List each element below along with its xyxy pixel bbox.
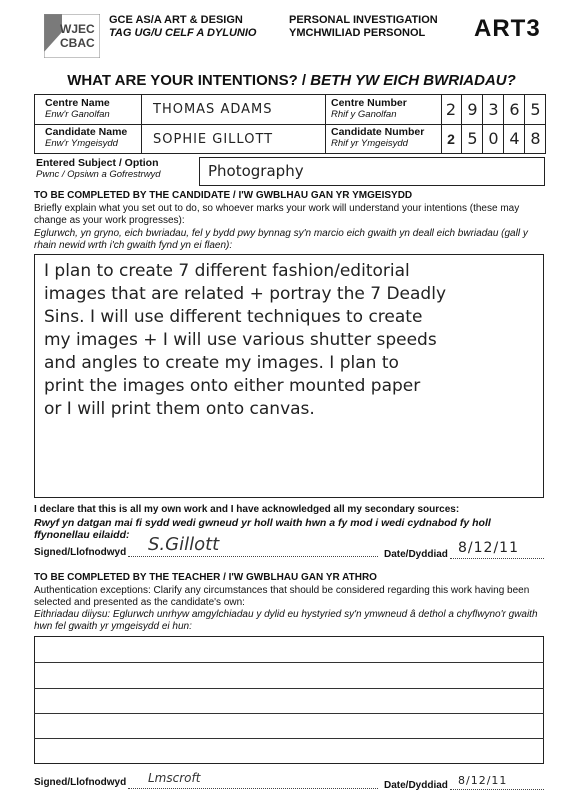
intentions-handwriting	[44, 260, 544, 421]
candidate-date-line[interactable]	[450, 558, 544, 559]
section-heading	[289, 14, 438, 40]
wjec-cbac-logo	[44, 14, 100, 58]
candidate-instruction-welsh: Eglurwch, yn gryno, eich bwriadau, fel y bydd pwy bynnag sy'n marcio eich gwaith yn deall eich bwriadau (gall y rhain newid wrth i'ch gwaith fynd yn ei flaen):	[34, 228, 528, 251]
page-title	[0, 72, 583, 89]
candidate-date-label: Date/Dyddiad	[384, 549, 448, 560]
subject-label: Entered Subject / Option Pwnc / Opsiwn a Gofrestrwyd	[36, 157, 161, 180]
candidate-name-label: Candidate Name Enw'r Ymgeisydd	[45, 126, 128, 149]
handwritten-line: print the images onto either mounted paper	[44, 376, 421, 396]
handwritten-line: images that are related + portray the 7 Deadly	[44, 284, 446, 304]
candidate-digit: 0	[482, 124, 504, 153]
candidate-digit: 8	[524, 124, 546, 153]
centre-name-label: Centre Name Enw'r Ganolfan	[45, 97, 110, 120]
candidate-digit: 4	[503, 124, 525, 153]
qualification-heading	[109, 14, 256, 40]
handwritten-line: I plan to create 7 different fashion/editorial	[44, 261, 410, 281]
candidate-signed-label: Signed/Llofnodwyd	[34, 547, 127, 558]
centre-number-field[interactable]	[441, 95, 545, 124]
handwritten-line: or I will print them onto canvas.	[44, 399, 315, 419]
centre-digit: 6	[503, 95, 525, 124]
teacher-signed-label: Signed/Llofnodwyd	[34, 777, 127, 788]
centre-digit: 2	[445, 100, 457, 119]
subject-value: Photography	[208, 162, 304, 180]
teacher-signature: Lmscroft	[148, 771, 201, 785]
section-title: PERSONAL INVESTIGATION	[289, 14, 438, 26]
teacher-date: 8/12/11	[458, 774, 508, 787]
qualification-title-welsh: TAG UG/U CELF A DYLUNIO	[109, 27, 257, 39]
centre-digit: 5	[524, 95, 546, 124]
section-title-welsh: YMCHWILIAD PERSONOL	[289, 27, 426, 39]
candidate-signature: S.Gillott	[148, 534, 220, 555]
centre-candidate-grid	[34, 94, 546, 154]
declaration-text: I declare that this is all my own work and I have acknowledged all my secondary sources:	[34, 504, 460, 515]
centre-number-label: Centre Number Rhif y Ganolfan	[331, 97, 407, 120]
teacher-date-line[interactable]	[450, 789, 544, 790]
candidate-digit: 2	[447, 130, 455, 147]
title-english: WHAT ARE YOUR INTENTIONS? /	[67, 72, 307, 89]
candidate-name-value[interactable]: SOPHIE GILLOTT	[153, 132, 274, 147]
teacher-comments-box[interactable]	[34, 636, 544, 764]
candidate-instruction: Briefly explain what you set out to do, so whoever marks your work will understand your intentions (these may change as your work progresses):	[34, 203, 520, 226]
subject-field[interactable]	[199, 157, 545, 186]
teacher-date-label: Date/Dyddiad	[384, 780, 448, 791]
title-welsh: BETH YW EICH BWRIADAU?	[306, 72, 516, 89]
teacher-instruction: Authentication exceptions: Clarify any circumstances that should be considered regarding this work having been selected and presented as the candidate's own:	[34, 585, 530, 608]
handwritten-line: and angles to create my images. I plan to	[44, 353, 399, 373]
teacher-line	[34, 662, 544, 663]
centre-digit: 3	[482, 95, 504, 124]
logo-wjec-text: WJEC	[60, 22, 95, 36]
handwritten-line: my images + I will use various shutter speeds	[44, 330, 437, 350]
candidate-section-heading: TO BE COMPLETED BY THE CANDIDATE / I'W GWBLHAU GAN YR YMGEISYDD	[34, 190, 413, 201]
unit-code: ART3	[474, 15, 541, 42]
teacher-section-heading: TO BE COMPLETED BY THE TEACHER / I'W GWBLHAU GAN YR ATHRO	[34, 572, 377, 583]
centre-name-value[interactable]: THOMAS ADAMS	[153, 102, 273, 117]
candidate-number-field[interactable]	[441, 124, 545, 153]
candidate-date: 8/12/11	[458, 540, 519, 556]
teacher-line	[34, 713, 544, 714]
qualification-title: GCE AS/A ART & DESIGN	[109, 14, 243, 26]
teacher-line	[34, 688, 544, 689]
teacher-line	[34, 738, 544, 739]
declaration-text-welsh: Rwyf yn datgan mai fi sydd wedi gwneud yr holl waith hwn a fy mod i wedi cydnabod fy holl ffynonellau eilaidd:	[34, 517, 491, 541]
candidate-signature-line[interactable]	[128, 556, 378, 557]
centre-digit: 9	[461, 95, 483, 124]
candidate-digit: 5	[461, 124, 483, 153]
handwritten-line: Sins. I will use different techniques to create	[44, 307, 423, 327]
logo-cbac-text: CBAC	[60, 36, 95, 50]
candidate-number-label: Candidate Number Rhif yr Ymgeisydd	[331, 126, 425, 149]
teacher-signature-line[interactable]	[128, 788, 378, 789]
teacher-instruction-welsh: Eithriadau diiysu: Eglurwch unrhyw amgylchiadau y dylid eu hystyried sy'n ymwneud â dethol a chyflwyno'r gwaith hwn fel gwaith yr ymgeisydd ei hun:	[34, 609, 538, 632]
